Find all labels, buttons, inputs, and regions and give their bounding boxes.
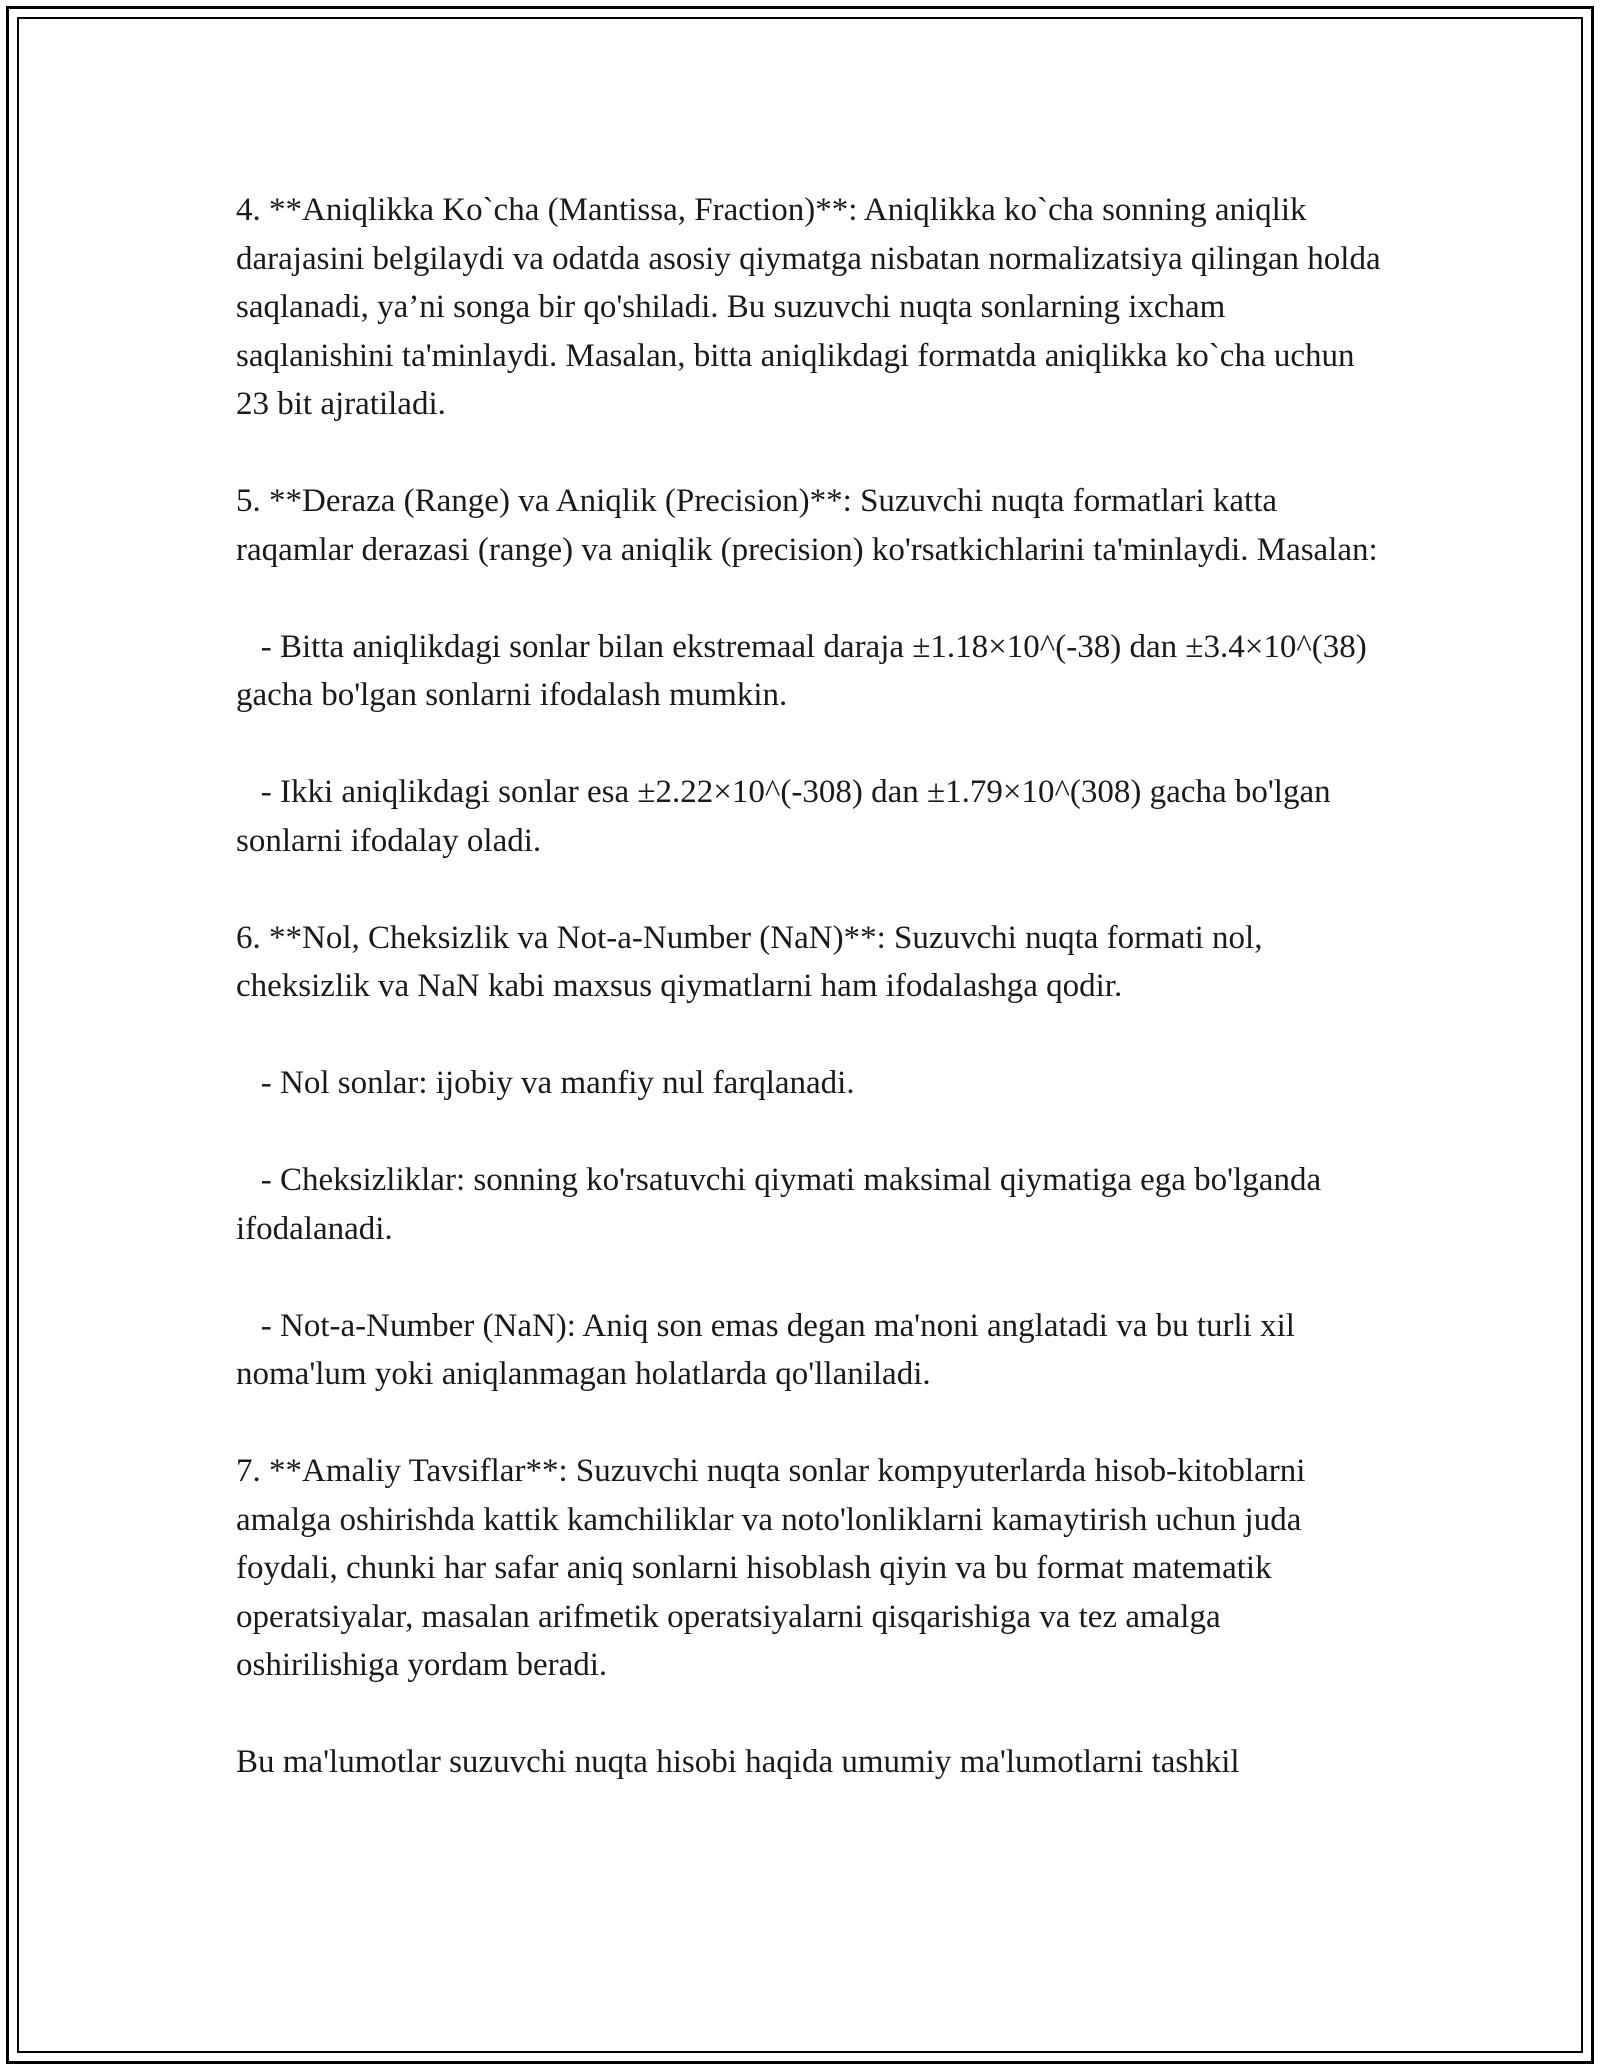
bullet-infinity: - Cheksizliklar: sonning ko'rsatuvchi qiymati maksimal qiymatiga ega bo'lganda ifodalanadi. xyxy=(236,1162,1330,1247)
paragraph-special-values: 6. **Nol, Cheksizlik va Not-a-Number (NaN)**: Suzuvchi nuqta formati nol, cheksizlik va NaN kabi maxsus qiymatlarni ham ifodalashga qodir. xyxy=(236,919,1271,1004)
paragraph-practical: 7. **Amaliy Tavsiflar**: Suzuvchi nuqta sonlar kompyuterlarda hisob-kitoblarni amalga oshirishda kattik kamchiliklar va noto'lonliklarni kamaytirish uchun juda foydali, chunki har safar aniq sonlarni hisoblash qiyin va bu format matematik operatsiyalar, masalan arifmetik operatsiyalarni qisqarishiga va tez amalga oshirilishiga yordam beradi. xyxy=(236,1453,1314,1683)
paragraph-mantissa: 4. **Aniqlikka Ko`cha (Mantissa, Fraction)**: Aniqlikka ko`cha sonning aniqlik darajasini belgilaydi va odatda asosiy qiymatga nisbatan normalizatsiya qilingan holda saqlanadi, ya’ni songa bir qo'shiladi. Bu suzuvchi nuqta sonlarning ixcham saqlanishini ta'minlaydi. Masalan, bitta aniqlikdagi formatda aniqlikka ko`cha uchun 23 bit ajratiladi. xyxy=(236,192,1389,422)
document-body xyxy=(236,186,1389,1787)
paragraph-summary: Bu ma'lumotlar suzuvchi nuqta hisobi haqida umumiy ma'lumotlarni tashkil xyxy=(236,1744,1240,1780)
bullet-single-precision: - Bitta aniqlikdagi sonlar bilan ekstremaal daraja ±1.18×10^(-38) dan ±3.4×10^(38) gacha bo'lgan sonlarni ifodalash mumkin. xyxy=(236,628,1376,713)
bullet-zero: - Nol sonlar: ijobiy va manfiy nul farqlanadi. xyxy=(236,1065,855,1101)
bullet-double-precision: - Ikki aniqlikdagi sonlar esa ±2.22×10^(-308) dan ±1.79×10^(308) gacha bo'lgan sonlarni ifodalay oladi. xyxy=(236,774,1339,859)
bullet-nan: - Not-a-Number (NaN): Aniq son emas degan ma'noni anglatadi va bu turli xil noma'lum yoki aniqlanmagan holatlarda qo'llaniladi. xyxy=(236,1307,1304,1392)
paragraph-range-precision: 5. **Deraza (Range) va Aniqlik (Precision)**: Suzuvchi nuqta formatlari katta raqamlar derazasi (range) va aniqlik (precision) ko'rsatkichlarini ta'minlaydi. Masalan: xyxy=(236,483,1378,568)
